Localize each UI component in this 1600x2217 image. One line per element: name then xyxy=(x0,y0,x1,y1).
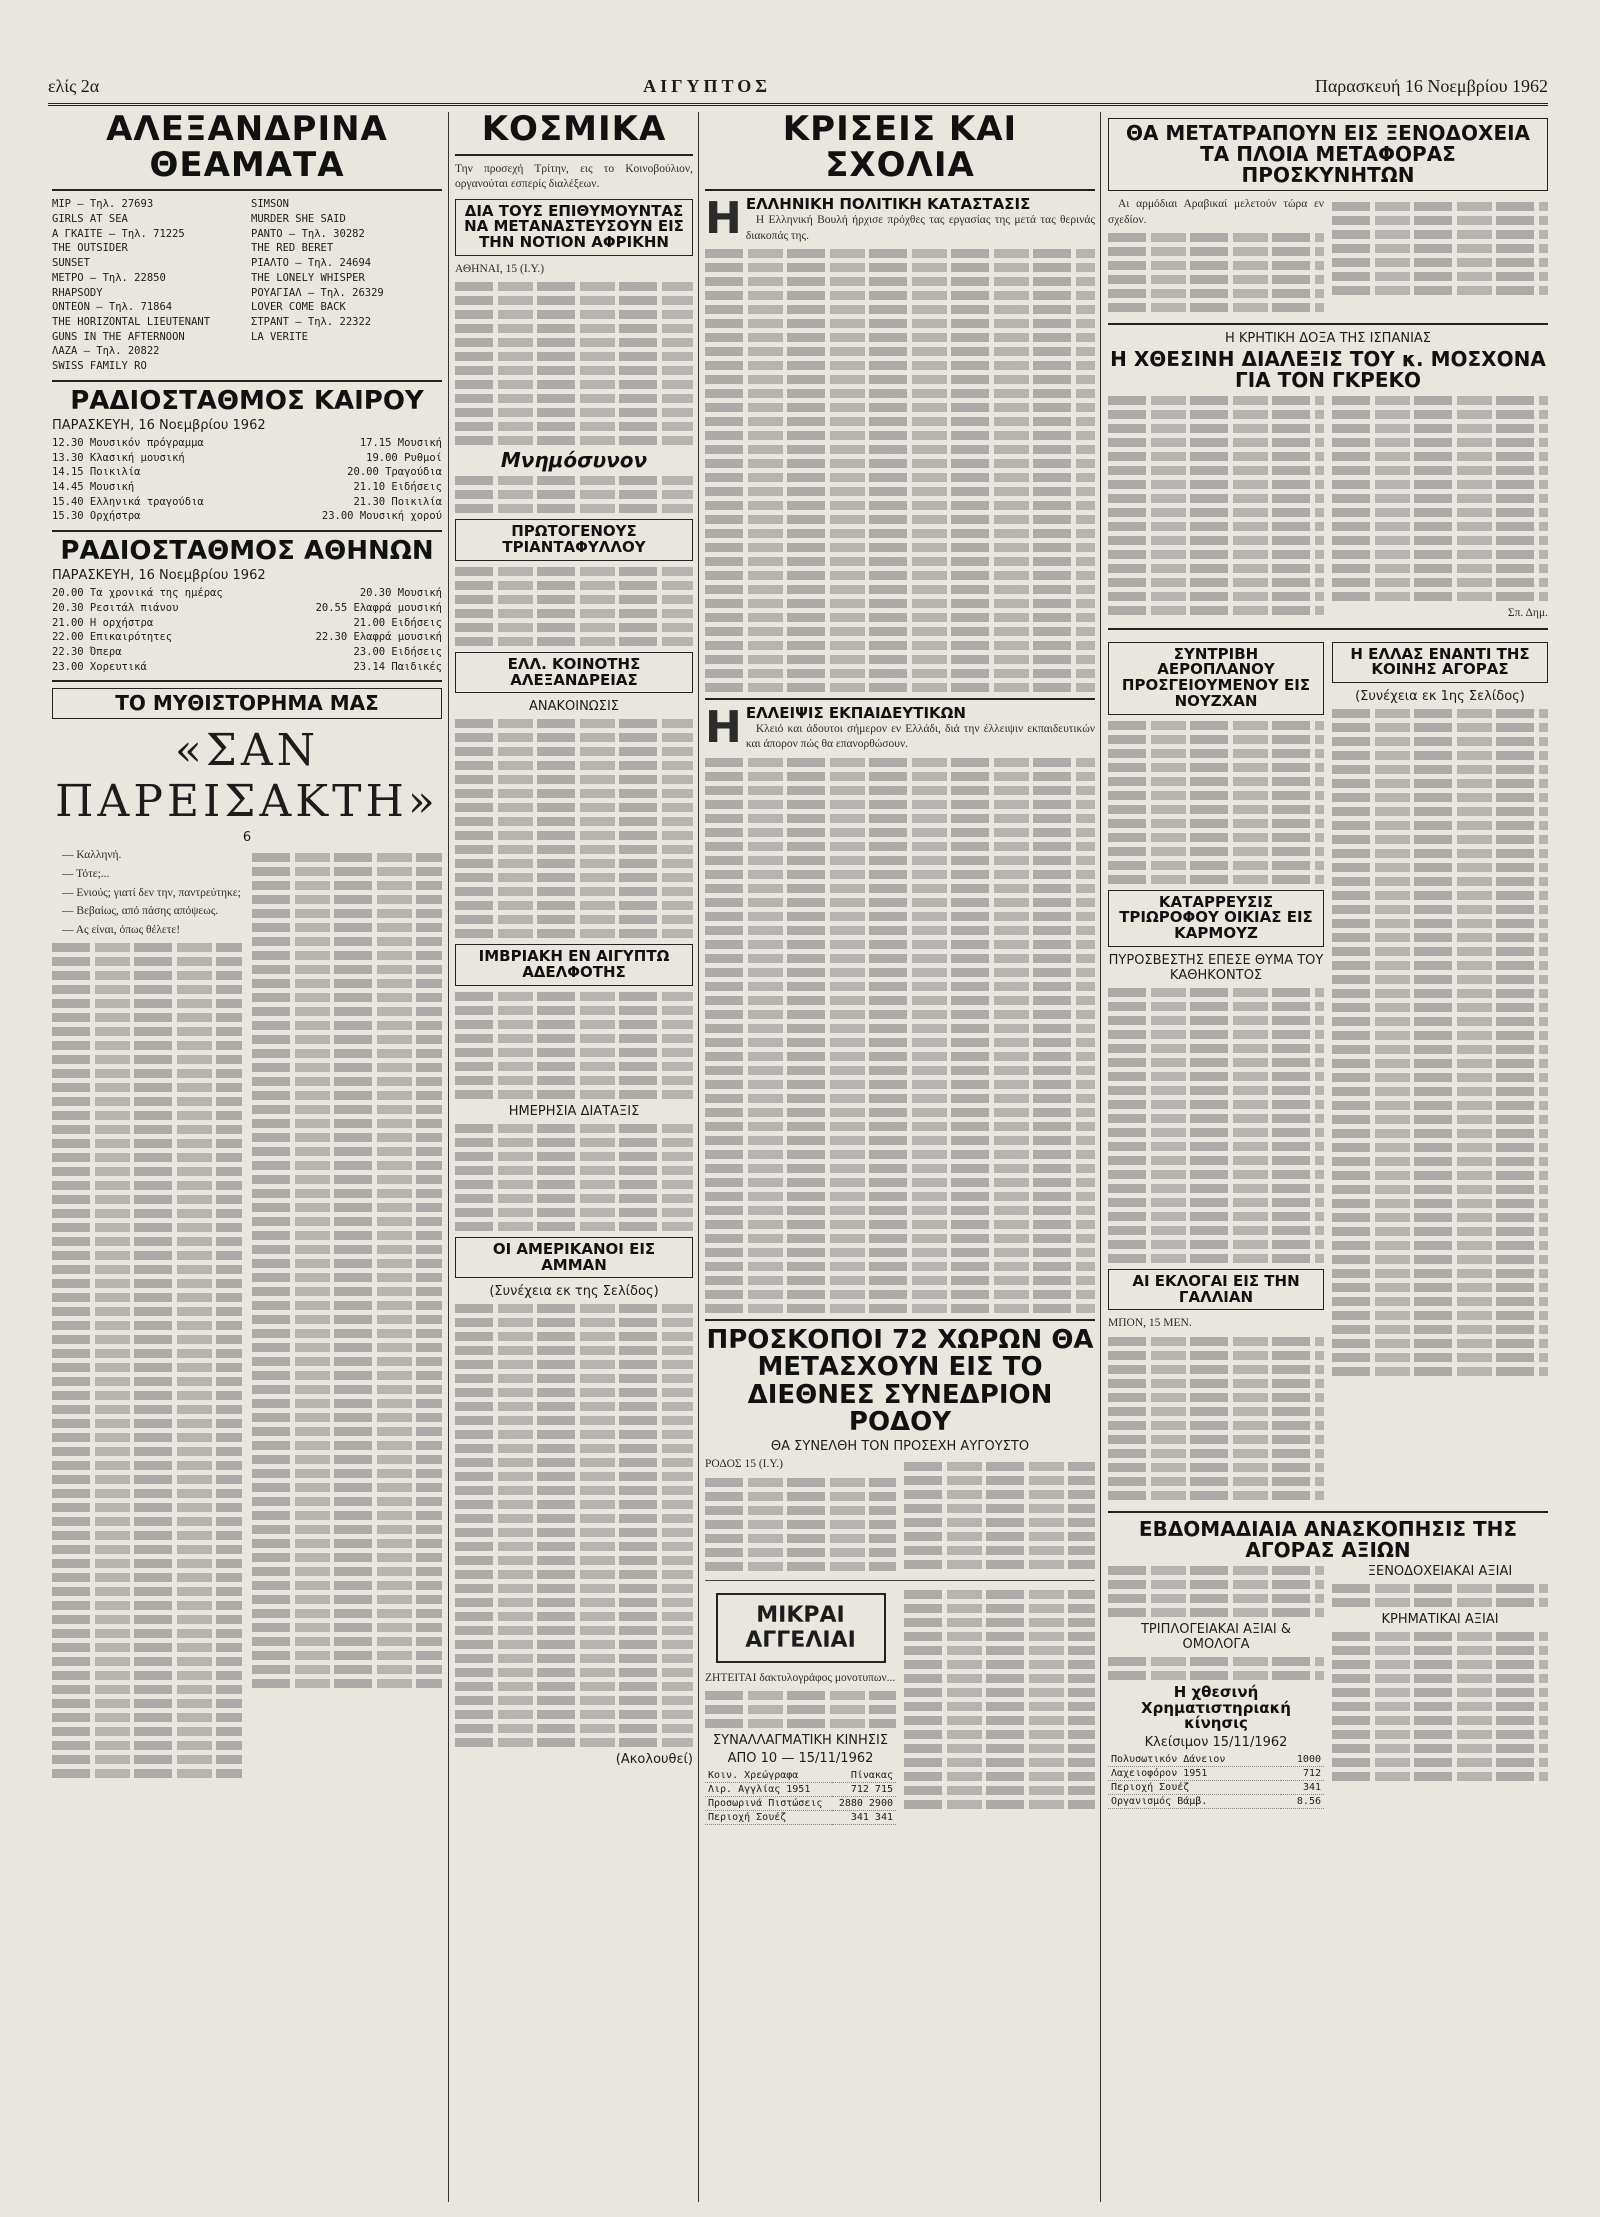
radio-athens-date: ΠΑΡΑΣΚΕΥΗ, 16 Νοεμβρίου 1962 xyxy=(52,568,266,584)
divider xyxy=(705,1319,1095,1321)
stock-row xyxy=(1108,1781,1324,1795)
serial-body xyxy=(52,848,442,1783)
classifieds-title: ΜΙΚΡΑΙ ΑΓΓΕΛΙΑΙ xyxy=(716,1593,886,1663)
community-sub: ΑΝΑΚΟΙΝΩΣΙΣ xyxy=(528,699,620,715)
memorial-name: ΠΡΩΤΟΓΕΝΟΥΣ ΤΡΙΑΝΤΑΦΥΛΛΟΥ xyxy=(455,519,693,561)
radio-athens-row-cell: 21.00 Ειδήσεις xyxy=(353,616,442,629)
stock-date: Κλείσιμον 15/11/1962 xyxy=(1144,1735,1288,1751)
stock-row-cell: 712 xyxy=(1281,1767,1324,1781)
greco-signature: Σπ. Δημ. xyxy=(1507,607,1548,620)
divider xyxy=(1108,323,1548,325)
newspaper-name: ΑΙΓΥΠΤΟΣ xyxy=(643,76,771,96)
weekly-review-headline: ΕΒΔΟΜΑΔΙΑΙΑ ΑΝΑΣΚΟΠΗΣΙΣ ΤΗΣ ΑΓΟΡΑΣ ΑΞΙΩΝ xyxy=(1138,1516,1518,1562)
radio-cairo-row xyxy=(52,480,442,495)
plane-crash-headline: ΣΥΝΤΡΙΒΗ ΑΕΡΟΠΛΑΝΟΥ ΠΡΟΣΓΕΙΟΥΜΕΝΟΥ ΕΙΣ ΝΟΥΖΧΑΝ xyxy=(1108,642,1324,715)
radio-cairo-row-cell: 17.15 Μουσική xyxy=(359,436,442,449)
classified-ad: ΖΗΤΕΙΤΑΙ δακτυλογράφος μονοτυπων... xyxy=(705,1671,896,1684)
radio-cairo-row-cell: 13.30 Κλασική μουσική xyxy=(52,451,185,464)
stock-row xyxy=(1108,1795,1324,1809)
serial-line: — Ενιούς; γιατί δεν την, παντρεύτηκε; xyxy=(62,886,241,899)
collapse-subheadline: ΠΥΡΟΣΒΕΣΤΗΣ ΕΠΕΣΕ ΘΥΜΑ ΤΟΥ ΚΑΘΗΚΟΝΤΟΣ xyxy=(1108,952,1324,983)
elections-headline: ΑΙ ΕΚΛΟΓΑΙ ΕΙΣ ΤΗΝ ΓΑΛΛΙΑΝ xyxy=(1108,1269,1324,1311)
cinema-listing: ΣΤΡΑΝΤ — Τηλ. 22322 xyxy=(251,315,372,328)
issue-date: Παρασκευή 16 Νοεμβρίου 1962 xyxy=(1314,76,1548,96)
radio-cairo-row-cell: 23.00 Μουσική χορού xyxy=(321,510,442,523)
radio-athens-row xyxy=(52,630,442,645)
loans-title: ΤΡΙΠΛΟΓΕΙΑΚΑΙ ΑΞΙΑΙ & ΟΜΟΛΟΓΑ xyxy=(1140,1621,1292,1652)
radio-athens-row-cell: 20.00 Τα χρονικά της ημέρας xyxy=(52,587,223,600)
radio-athens-title: ΡΑΔΙΟΣΤΑΘΜΟΣ ΑΘΗΝΩΝ xyxy=(60,536,434,567)
divider xyxy=(52,189,442,191)
serial-chapter: 6 xyxy=(242,830,252,846)
collapse-headline: ΚΑΤΑΡΡΕΥΣΙΣ ΤΡΙΩΡΟΦΟΥ ΟΙΚΙΑΣ ΕΙΣ ΚΑΡΜΟΥΖ xyxy=(1108,890,1324,947)
emigration-headline: ΔΙΑ ΤΟΥΣ ΕΠΙΘΥΜΟΥΝΤΑΣ ΝΑ ΜΕΤΑΝΑΣΤΕΥΣΟΥΝ ΕΙΣ ΤΗΝ ΝΟΤΙΟΝ ΑΦΡΙΚΗΝ xyxy=(455,199,693,256)
exchange-row xyxy=(705,1797,896,1811)
serial-line: — Βεβαίως, από πάσης απόψεως. xyxy=(62,905,219,918)
radio-cairo-row-cell: 15.30 Ορχήστρα xyxy=(52,510,141,523)
cinema-listing: SIMSON xyxy=(251,198,289,211)
stock-row-cell: Περιοχή Σουέζ xyxy=(1108,1781,1281,1795)
radio-athens-row-cell: 20.30 Ρεσιτάλ πιάνου xyxy=(52,602,179,615)
cinema-list-right xyxy=(251,197,442,373)
cinema-listing: ΡΙΑΛΤΟ — Τηλ. 24694 xyxy=(251,257,372,270)
elections-dateline: ΜΠΟΝ, 15 ΜΕΝ. xyxy=(1108,1317,1192,1330)
cinema-listing: SWISS FAMILY RO xyxy=(52,359,147,372)
column-news xyxy=(1108,112,1548,2202)
section-title-comments: ΚΡΙΣΕΙΣ ΚΑΙ ΣΧΟΛΙΑ xyxy=(782,112,1018,185)
greco-headline: Η ΧΘΕΣΙΝΗ ΔΙΑΛΕΞΙΣ ΤΟΥ κ. ΜΟΣΧΟΝΑ ΓΙΑ ΤΟΝ ΓΚΡΕΚΟ xyxy=(1110,347,1546,393)
exchange-row-cell: 712 715 xyxy=(832,1783,896,1797)
cinema-listing: ΟΝΤΕΟΝ — Τηλ. 71864 xyxy=(52,301,173,314)
rhodes-subheadline: ΘΑ ΣΥΝΕΛΘΗ ΤΟΝ ΠΡΟΣΕΧΗ ΑΥΓΟΥΣΤΟ xyxy=(770,1439,1030,1455)
serial-header: ΤΟ ΜΥΘΙΣΤΟΡΗΜΑ ΜΑΣ xyxy=(52,688,442,719)
radio-athens-row-cell: 22.00 Επικαιρότητες xyxy=(52,631,173,644)
radio-cairo-row-cell: 21.10 Ειδήσεις xyxy=(353,480,442,493)
divider xyxy=(1108,628,1548,630)
radio-cairo-schedule xyxy=(52,436,442,524)
cinema-listing: THE HORIZONTAL LIEUTENANT xyxy=(52,315,211,328)
divider xyxy=(52,530,442,532)
cinema-listing: THE OUTSIDER xyxy=(52,242,128,255)
stock-row xyxy=(1108,1767,1324,1781)
serial-text-right xyxy=(252,848,442,1783)
page-number: ελίς 2α xyxy=(48,76,100,96)
divider xyxy=(455,154,693,156)
radio-athens-row-cell: 22.30 Ελαφρά μουσική xyxy=(315,631,442,644)
community-title: ΕΛΛ. ΚΟΙΝΟΤΗΣ ΑΛΕΞΑΝΔΡΕΙΑΣ xyxy=(455,652,693,694)
cinema-listing: ΜΕΤΡΟ — Τηλ. 22850 xyxy=(52,271,166,284)
exchange-dates: ΑΠΟ 10 — 15/11/1962 xyxy=(727,1751,874,1767)
exchange-row-cell: Λιρ. Αγγλίας 1951 xyxy=(705,1783,832,1797)
agenda-title: ΗΜΕΡΗΣΙΑ ΔΙΑΤΑΞΙΣ xyxy=(508,1103,640,1119)
cinema-listing: ΡΟΥΑΓΙΑΛ — Τηλ. 26329 xyxy=(251,286,384,299)
serial-line: — Καλληνή. xyxy=(62,849,122,862)
stock-headline: Η χθεσινή Χρηματιστηριακή κίνησις xyxy=(1141,1682,1291,1733)
exchange-row xyxy=(705,1811,896,1825)
radio-athens-row xyxy=(52,586,442,601)
divider xyxy=(705,189,1095,191)
cinema-list-left xyxy=(52,197,243,373)
exchange-table xyxy=(705,1769,896,1825)
cinema-listing: SUNSET xyxy=(52,257,90,270)
pilgrim-ships-lead: Αι αρμόδιαι Αραβικαί μελετούν τώρα εν σχεδίον. xyxy=(1108,198,1324,226)
radio-cairo-row-cell: 19.00 Ρυθμοί xyxy=(366,451,442,464)
radio-athens-row-cell: 21.00 Η ορχήστρα xyxy=(52,616,154,629)
stock-row-cell: 341 xyxy=(1281,1781,1324,1795)
serial-line: — Τότε;... xyxy=(62,867,110,880)
column-society xyxy=(455,112,693,2202)
radio-cairo-row-cell: 21.30 Ποικιλία xyxy=(353,495,442,508)
radio-athens-row xyxy=(52,616,442,631)
radio-athens-row-cell: 22.30 Όπερα xyxy=(52,646,122,659)
cinema-listing: LA VERITE xyxy=(251,330,308,343)
radio-cairo-row-cell: 14.45 Μουσική xyxy=(52,480,135,493)
greek-politics-title: ΕΛΛΗΝΙΚΗ ΠΟΛΙΤΙΚΗ ΚΑΤΑΣΤΑΣΙΣ xyxy=(745,195,1031,214)
cinema-listing: Α ΓΚΑΙΤΕ — Τηλ. 71225 xyxy=(52,227,185,240)
radio-athens-row xyxy=(52,645,442,660)
rhodes-dateline: ΡΟΔΟΣ 15 (Ι.Υ.) xyxy=(705,1458,783,1471)
column-rule xyxy=(448,112,449,2202)
greek-politics-lead: Η Ελληνική Βουλή ήρχισε πρόχθες τας εργασίας της μετά τας θερινάς διακοπάς της. xyxy=(745,214,1095,242)
serial-title: «ΣΑΝ ΠΑΡΕΙΣΑΚΤΗ» xyxy=(55,725,439,828)
stock-row-cell: 1000 xyxy=(1281,1753,1324,1767)
imbros-title: ΙΜΒΡΙΑΚΗ ΕΝ ΑΙΓΥΠΤΩ ΑΔΕΛΦΟΤΗΣ xyxy=(455,944,693,986)
radio-cairo-row xyxy=(52,495,442,510)
exchange-row-cell: Περιοχή Σουέζ xyxy=(705,1811,832,1825)
radio-athens-row-cell: 20.55 Ελαφρά μουσική xyxy=(315,602,442,615)
rhodes-body xyxy=(705,1457,1095,1576)
exchange-row-cell: Προσωρινά Πιστώσεις xyxy=(705,1797,832,1811)
cinema-listing: ΡΑΝΤΟ — Τηλ. 30282 xyxy=(251,227,365,240)
exchange-title: ΣΥΝΑΛΛΑΓΜΑΤΙΚΗ ΚΙΝΗΣΙΣ xyxy=(712,1733,889,1749)
hotel-shares-title: ΞΕΝΟΔΟΧΕΙΑΚΑΙ ΑΞΙΑΙ xyxy=(1367,1563,1513,1579)
radio-cairo-row xyxy=(52,509,442,524)
stock-row-cell: Λαχειοφόρον 1951 xyxy=(1108,1767,1281,1781)
cinema-listing: THE LONELY WHISPER xyxy=(251,271,365,284)
teacher-shortage-title: ΕΛΛΕΙΨΙΣ ΕΚΠΑΙΔΕΥΤΙΚΩΝ xyxy=(745,704,966,723)
continues-note: (Ακολουθεί) xyxy=(615,1752,693,1768)
money-shares-title: ΚΡΗΜΑΤΙΚΑΙ ΑΞΙΑΙ xyxy=(1381,1611,1499,1627)
column-comments xyxy=(705,112,1095,2202)
serial-line: — Ας είναι, όπως θέλετε! xyxy=(62,923,181,936)
radio-cairo-title: ΡΑΔΙΟΣΤΑΘΜΟΣ ΚΑΙΡΟΥ xyxy=(70,385,424,416)
dropcap: Η xyxy=(705,702,742,754)
cinema-listings xyxy=(52,197,442,373)
serial-dialogue xyxy=(52,848,242,938)
exchange-row-cell: Κοιν. Χρεώγραφα xyxy=(705,1769,832,1783)
memorial-title: Μνημόσυνον xyxy=(500,448,648,473)
cinema-listing: GIRLS AT SEA xyxy=(52,213,128,226)
column-entertainment xyxy=(52,112,442,2202)
exchange-row-cell: 341 341 xyxy=(832,1811,896,1825)
divider xyxy=(1108,1511,1548,1513)
common-market-headline: Η ΕΛΛΑΣ ΕΝΑΝΤΙ ΤΗΣ ΚΟΙΝΗΣ ΑΓΟΡΑΣ xyxy=(1332,642,1548,684)
section-title-society: ΚΟΣΜΙΚΑ xyxy=(481,112,667,149)
cinema-listing: LOVER COME BACK xyxy=(251,301,346,314)
stock-row-cell: 8.56 xyxy=(1281,1795,1324,1809)
common-market-sub: (Συνέχεια εκ 1ης Σελίδος) xyxy=(1355,689,1525,705)
radio-cairo-row-cell: 15.40 Ελληνικά τραγούδια xyxy=(52,495,204,508)
cinema-listing: RHAPSODY xyxy=(52,286,103,299)
masthead xyxy=(48,70,1548,106)
exchange-row xyxy=(705,1783,896,1797)
teacher-shortage-lead: Κλειό και άδουτοι σήμερον εν Ελλάδι, διά την έλλειψιν εκπαιδευτικών και άπορον πώς θα επανορθώσουν. xyxy=(745,722,1095,751)
stock-table xyxy=(1108,1753,1324,1809)
stock-row-cell: Πολυσωτικόν Δάνειον xyxy=(1108,1753,1281,1767)
radio-athens-row-cell: 23.00 Ειδήσεις xyxy=(353,646,442,659)
exchange-row xyxy=(705,1769,896,1783)
dropcap: Η xyxy=(705,193,742,245)
radio-athens-row xyxy=(52,660,442,675)
radio-cairo-row-cell: 14.15 Ποικιλία xyxy=(52,466,141,479)
radio-cairo-row xyxy=(52,436,442,451)
amman-sub: (Συνέχεια εκ της Σελίδος) xyxy=(489,1284,659,1300)
exchange-row-cell: 2880 2900 xyxy=(832,1797,896,1811)
radio-cairo-row xyxy=(52,465,442,480)
cinema-listing: MURDER SHE SAID xyxy=(251,213,346,226)
divider xyxy=(705,1580,1095,1581)
pilgrim-ships-headline: ΘΑ ΜΕΤΑΤΡΑΠΟΥΝ ΕΙΣ ΞΕΝΟΔΟΧΕΙΑ ΤΑ ΠΛΟΙΑ ΜΕΤΑΦΟΡΑΣ ΠΡΟΣΚΥΝΗΤΩΝ xyxy=(1108,118,1548,191)
lower-block xyxy=(705,1585,1095,1826)
radio-athens-row xyxy=(52,601,442,616)
exchange-row-cell: Πίνακας xyxy=(832,1769,896,1783)
column-rule xyxy=(698,112,699,2202)
amman-title: ΟΙ ΑΜΕΡΙΚΑΝΟΙ ΕΙΣ ΑΜΜΑΝ xyxy=(455,1237,693,1279)
radio-athens-row-cell: 23.14 Παιδικές xyxy=(353,660,442,673)
radio-athens-row-cell: 20.30 Μουσική xyxy=(359,587,442,600)
divider xyxy=(705,698,1095,700)
serial-text-left xyxy=(52,848,242,1783)
cinema-listing: ΛΑΖΑ — Τηλ. 20822 xyxy=(52,345,160,358)
divider xyxy=(52,680,442,682)
radio-cairo-date: ΠΑΡΑΣΚΕΥΗ, 16 Νοεμβρίου 1962 xyxy=(52,417,266,433)
stock-row-cell: Οργανισμός Βάμβ. xyxy=(1108,1795,1281,1809)
cinema-listing: GUNS IN THE AFTERNOON xyxy=(52,330,185,343)
rhodes-headline: ΠΡΟΣΚΟΠΟΙ 72 ΧΩΡΩΝ ΘΑ ΜΕΤΑΣΧΟΥΝ ΕΙΣ ΤΟ ΔΙΕΘΝΕΣ ΣΥΝΕΔΡΙΟΝ ΡΟΔΟΥ xyxy=(706,1324,1094,1437)
society-intro: Την προσεχή Τρίτην, εις το Κοινοβούλιον, οργανούται εσπερίς διαλέξεων. xyxy=(455,162,693,191)
greco-kicker: Η ΚΡΗΤΙΚΗ ΔΟΞΑ ΤΗΣ ΙΣΠΑΝΙΑΣ xyxy=(1224,331,1432,347)
radio-cairo-row-cell: 12.30 Μουσικόν πρόγραμμα xyxy=(52,436,204,449)
radio-athens-row-cell: 23.00 Χορευτικά xyxy=(52,660,147,673)
radio-cairo-row-cell: 20.00 Τραγούδια xyxy=(347,466,442,479)
cinema-listing: ΜΙΡ — Τηλ. 27693 xyxy=(52,198,154,211)
divider xyxy=(52,380,442,382)
section-title-theatres: ΑΛΕΞΑΝΔΡΙΝΑ ΘΕΑΜΑΤΑ xyxy=(106,112,388,185)
stock-row xyxy=(1108,1753,1324,1767)
column-rule xyxy=(1100,112,1101,2202)
cinema-listing: THE RED BERET xyxy=(251,242,334,255)
radio-cairo-row xyxy=(52,451,442,466)
emigration-dateline: ΑΘΗΝΑΙ, 15 (Ι.Υ.) xyxy=(455,262,545,275)
radio-athens-schedule xyxy=(52,586,442,674)
